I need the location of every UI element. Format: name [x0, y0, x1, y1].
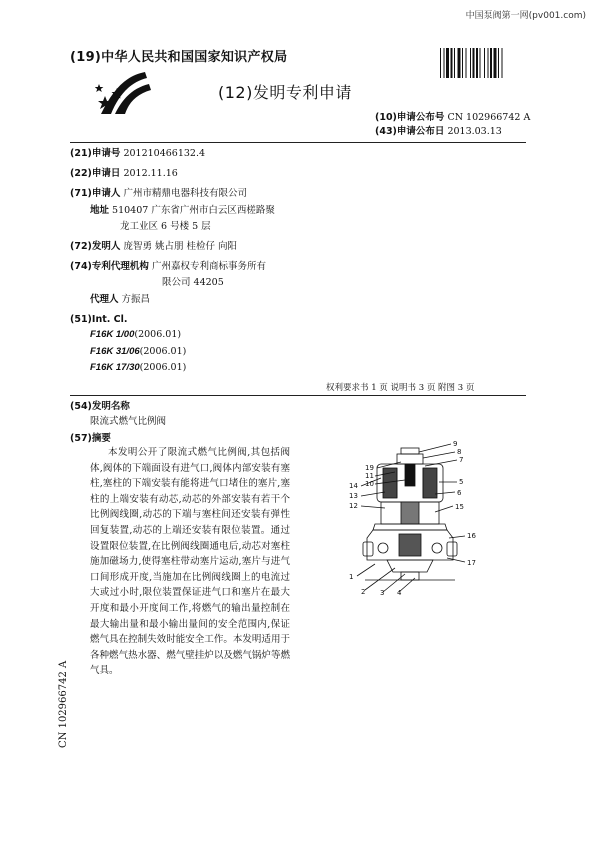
figure-label: 6	[457, 489, 462, 497]
publication-number-label: (10)申请公布号	[375, 112, 445, 123]
invention-title-label: (54)发明名称	[70, 401, 130, 412]
invention-title: 限流式燃气比例阀	[90, 416, 167, 427]
agency-line-2: 限公司 44205	[162, 277, 224, 288]
agency-line-1: 广州嘉权专利商标事务所有	[151, 261, 266, 272]
inventor-label: (72)发明人	[70, 241, 121, 252]
inventor-names: 庞智勇 姚占朋 桂检仔 向阳	[123, 241, 237, 252]
ipc-entry	[90, 362, 186, 373]
barcode-bar	[470, 48, 471, 78]
agency-label: (74)专利代理机构	[70, 261, 149, 272]
valve-drawing	[335, 438, 485, 596]
figure-label: 16	[467, 532, 476, 540]
applicant-name: 广州市精鼎电器科技有限公司	[123, 188, 247, 199]
application-number-label: (21)申请号	[70, 148, 121, 159]
barcode-bar	[440, 48, 441, 78]
header-divider	[70, 142, 526, 143]
barcode-bar	[484, 48, 485, 78]
abstract-label: (57)摘要	[70, 433, 111, 444]
figure-label: 5	[459, 478, 464, 486]
filing-date-label: (22)申请日	[70, 168, 121, 179]
figure-label: 13	[349, 492, 358, 500]
site-watermark: 中国泵阀第一网(pv001.com)	[465, 11, 586, 21]
ipc-code: F16K 17/30	[90, 362, 140, 373]
office-name: (19)中华人民共和国国家知识产权局	[70, 50, 288, 65]
figure-label: 17	[467, 559, 476, 567]
ipc-version: (2006.01)	[134, 329, 182, 340]
address-line-2: 龙工业区 6 号楼 5 层	[120, 221, 211, 232]
barcode-bar	[444, 48, 445, 78]
address-line-1: 510407 广东省广州市白云区西槎路聚	[112, 205, 275, 216]
filing-date: 2012.11.16	[123, 168, 178, 179]
barcode-bar	[502, 48, 503, 78]
barcode-bar	[476, 48, 478, 78]
biblio-divider	[70, 395, 526, 396]
barcode-bar	[488, 48, 489, 78]
application-number: 201210466132.4	[123, 148, 206, 159]
barcode-bar	[490, 48, 492, 78]
barcode-bar	[480, 48, 481, 78]
barcode-bar	[494, 48, 497, 78]
figure-label: 15	[455, 503, 464, 511]
barcode-bar	[451, 48, 453, 78]
barcode-bar	[473, 48, 475, 78]
barcode	[440, 48, 528, 78]
figure-label: 19	[365, 464, 374, 472]
document-type-title: (12)发明专利申请	[218, 83, 352, 102]
figure-label: 12	[349, 502, 358, 510]
ipc-version: (2006.01)	[139, 362, 187, 373]
address-label: 地址	[90, 205, 110, 216]
publication-date: 2013.03.13	[447, 126, 502, 137]
agent-name: 方振昌	[121, 294, 151, 305]
agent-label: 代理人	[90, 294, 119, 305]
figure-label: 9	[453, 440, 458, 448]
figure-label: 7	[459, 456, 464, 464]
barcode-bar	[458, 48, 461, 78]
ipc-code: F16K 31/06	[90, 346, 140, 357]
figure-label: 10	[365, 480, 374, 488]
pages-summary: 权利要求书 1 页 说明书 3 页 附图 3 页	[326, 383, 475, 393]
barcode-bar	[454, 48, 455, 78]
figure-label: 1	[349, 573, 354, 581]
figure-label: 11	[365, 472, 374, 480]
barcode-bar	[446, 48, 449, 78]
figure-label: 4	[397, 589, 402, 596]
figure-label: 8	[457, 448, 462, 456]
barcode-bar	[462, 48, 463, 78]
ipc-entry	[90, 329, 181, 340]
ipc-code: F16K 1/00	[90, 329, 135, 340]
figure-label: 14	[349, 482, 358, 490]
ipc-version: (2006.01)	[139, 346, 187, 357]
figure-label: 2	[361, 588, 366, 596]
figure-label: 3	[380, 589, 385, 596]
int-cl-label: (51)Int. Cl.	[70, 314, 128, 325]
applicant-label: (71)申请人	[70, 188, 121, 199]
cnipa-emblem-icon	[95, 68, 157, 120]
side-publication-number: CN 102966742 A	[58, 660, 69, 748]
abstract-text: 本发明公开了限流式燃气比例阀,其包括阀体,阀体的下端面设有进气口,阀体内部安装有塞柱,塞柱的下端安装有能将进气口堵住的塞片,塞柱的上端安装有动芯,动芯的外部安装有若干个比例阀线圈,动芯的下端与塞柱间还安装有弹性回复装置,动芯的上端还安装有限位装置。通过设置限位装置,在比例阀线圈通电后,动芯对塞柱施加磁场力,使得塞柱带动塞片运动,塞片与进气口间形成开度,当施加在比例阀线圈上的电流过大或过小时,限位装置保证进气口和塞片在最大开度和最小开度间工作,将燃气的输出量控制在最大输出量和最小输出量间的安全范围内,保证燃气具在控制失效时能安全工作。本发明适用于各种燃气热水器、燃气壁挂炉以及燃气锅炉等燃气具。	[90, 447, 290, 677]
barcode-bar	[498, 48, 499, 78]
publication-number: CN 102966742 A	[447, 112, 531, 123]
barcode-bar	[466, 48, 467, 78]
publication-date-label: (43)申请公布日	[375, 126, 445, 137]
ipc-entry	[90, 346, 186, 357]
